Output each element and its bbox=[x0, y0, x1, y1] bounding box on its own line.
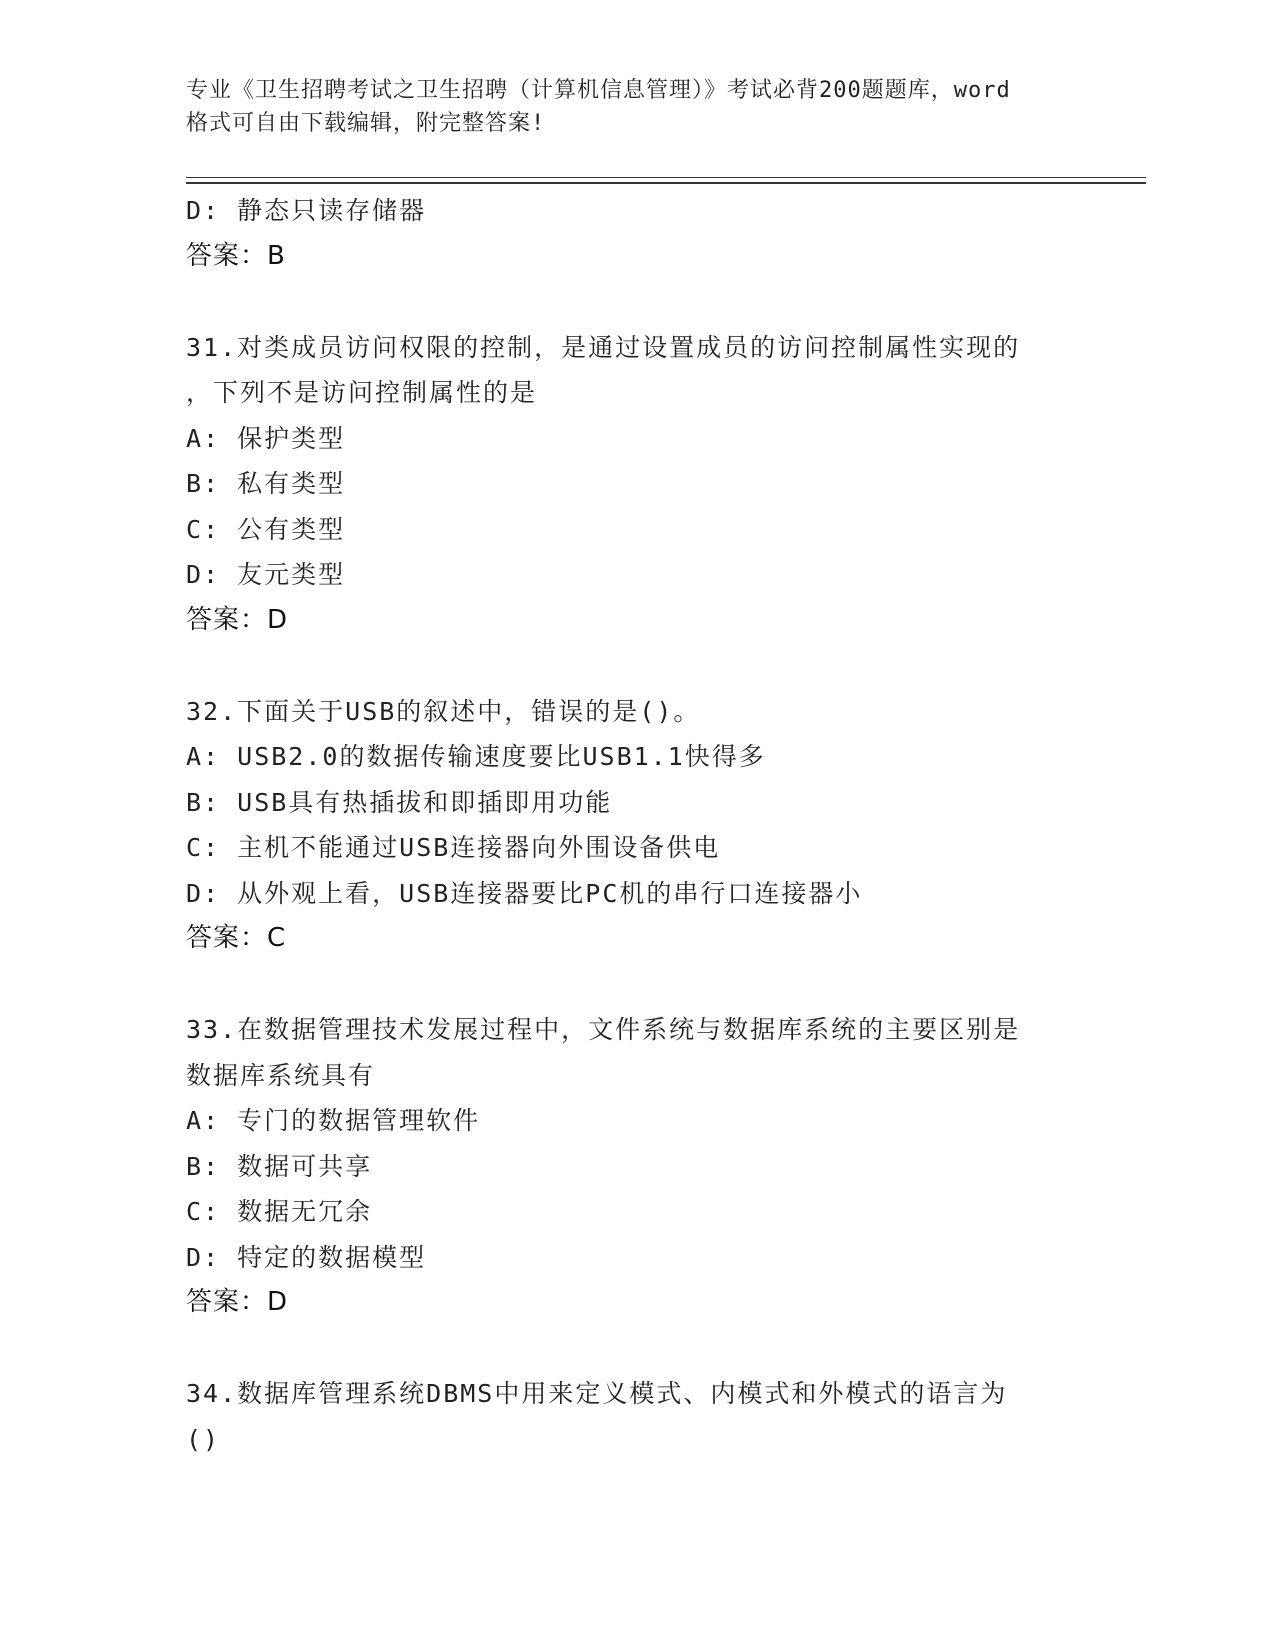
question-33 bbox=[186, 1007, 1086, 1326]
option-d: D: 友元类型 bbox=[186, 560, 346, 589]
question-stem: 34.数据库管理系统DBMS中用来定义模式、内模式和外模式的语言为 bbox=[186, 1379, 1008, 1408]
spacer bbox=[186, 643, 1086, 689]
option-c: C: 公有类型 bbox=[186, 514, 346, 544]
header-line-2: 格式可自由下载编辑，附完整答案! bbox=[186, 111, 546, 136]
question-31 bbox=[186, 325, 1086, 644]
question-32 bbox=[186, 689, 1086, 962]
option-c: C: 主机不能通过USB连接器向外围设备供电 bbox=[186, 833, 721, 862]
header-line-1: 专业《卫生招聘考试之卫生招聘（计算机信息管理）》考试必背200题题库，word bbox=[186, 78, 1011, 103]
option-d: D: 静态只读存储器 bbox=[186, 196, 427, 225]
answer-line: 答案：C bbox=[186, 923, 287, 953]
question-stem: 31.对类成员访问权限的控制，是通过设置成员的访问控制属性实现的 bbox=[186, 332, 1021, 362]
previous-question-tail bbox=[186, 188, 1086, 279]
header-divider-thick bbox=[186, 182, 1146, 184]
answer-line: 答案：D bbox=[186, 1287, 289, 1317]
option-a: A: 保护类型 bbox=[186, 423, 346, 453]
option-b: B: 私有类型 bbox=[186, 469, 346, 498]
spacer bbox=[186, 279, 1086, 325]
option-c: C: 数据无冗余 bbox=[186, 1197, 373, 1226]
spacer bbox=[186, 1326, 1086, 1372]
question-34 bbox=[186, 1371, 1086, 1462]
question-stem-continued: ，下列不是访问控制属性的是 bbox=[186, 378, 538, 407]
spacer bbox=[186, 962, 1086, 1008]
option-a: A: 专门的数据管理软件 bbox=[186, 1106, 481, 1135]
option-b: B: USB具有热插拔和即插即用功能 bbox=[186, 787, 613, 817]
answer-line: 答案：B bbox=[186, 240, 286, 271]
question-stem-continued: 数据库系统具有 bbox=[186, 1060, 376, 1090]
answer-line: 答案：D bbox=[186, 604, 289, 635]
document-header bbox=[186, 74, 1086, 140]
option-b: B: 数据可共享 bbox=[186, 1151, 373, 1181]
question-stem: 32.下面关于USB的叙述中，错误的是()。 bbox=[186, 696, 701, 726]
question-list bbox=[186, 188, 1086, 1462]
option-d: D: 从外观上看，USB连接器要比PC机的串行口连接器小 bbox=[186, 878, 863, 908]
question-stem: 33.在数据管理技术发展过程中，文件系统与数据库系统的主要区别是 bbox=[186, 1015, 1021, 1044]
header-divider-thin bbox=[186, 177, 1146, 178]
option-a: A: USB2.0的数据传输速度要比USB1.1快得多 bbox=[186, 742, 766, 771]
option-d: D: 特定的数据模型 bbox=[186, 1242, 427, 1272]
question-stem-continued: () bbox=[186, 1424, 221, 1454]
